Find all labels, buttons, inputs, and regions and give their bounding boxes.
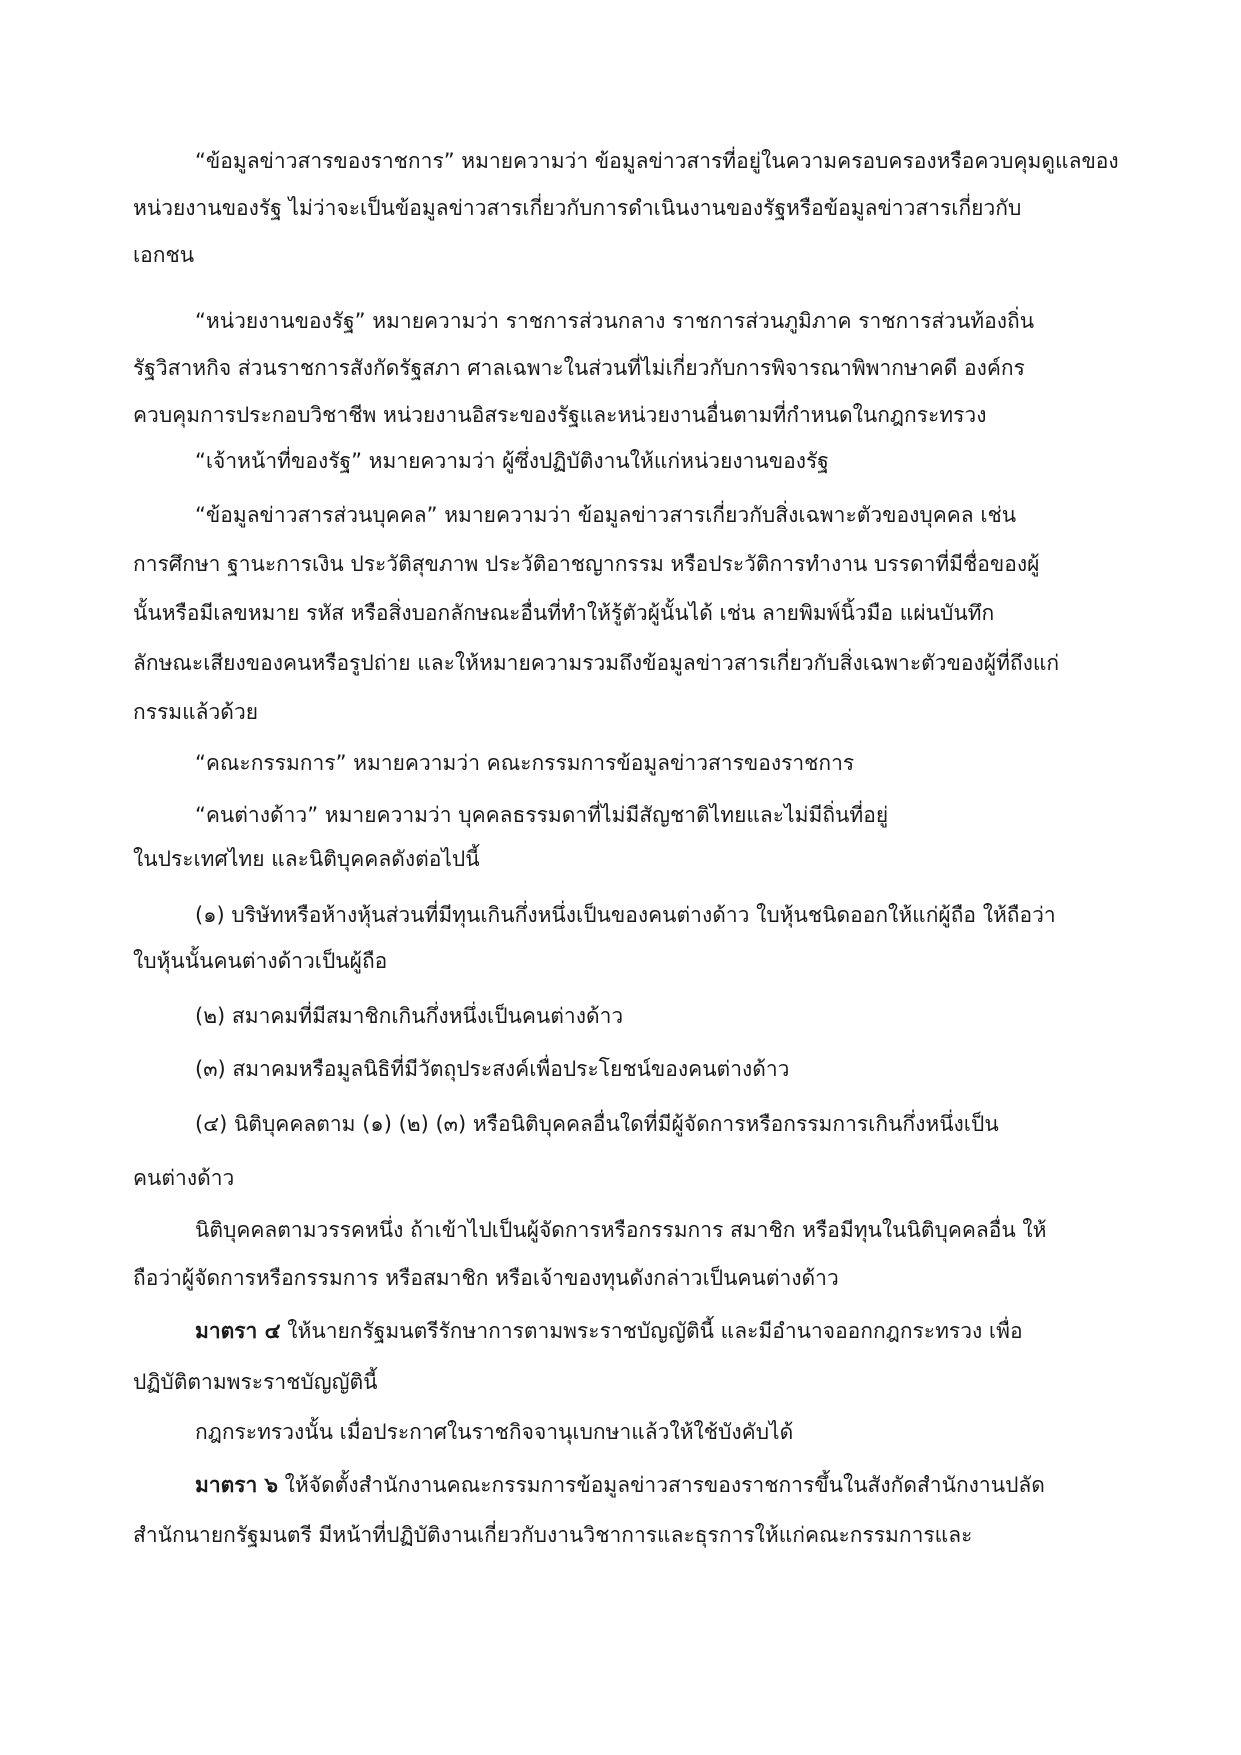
paragraph-line: นั้นหรือมีเลขหมาย รหัส หรือสิ่งบอกลักษณะอื่นที่ทำให้รู้ตัวผู้นั้นได้ เช่น ลายพิมพ์นิ้วมือ แผ่นบันทึก [133,601,995,625]
paragraph-line: “คณะกรรมการ” หมายความว่า คณะกรรมการข้อมูลข่าวสารของราชการ [195,751,855,775]
paragraph-line: หน่วยงานของรัฐ ไม่ว่าจะเป็นข้อมูลข่าวสารเกี่ยวกับการดำเนินงานของรัฐหรือข้อมูลข่าวสารเกี่ยวกับ [133,196,1022,220]
paragraph-line: นิติบุคคลตามวรรคหนึ่ง ถ้าเข้าไปเป็นผู้จัดการหรือกรรมการ สมาชิก หรือมีทุนในนิติบุคคลอื่น ให้ [195,1218,1047,1242]
section-line [195,1316,1023,1346]
list-item: (๒) สมาคมที่มีสมาชิกเกินกึ่งหนึ่งเป็นคนต่างด้าว [195,1004,624,1028]
paragraph-line: เอกชน [133,243,195,267]
list-item: (๔) นิติบุคคลตาม (๑) (๒) (๓) หรือนิติบุคคลอื่นใดที่มีผู้จัดการหรือกรรมการเกินกึ่งหนึ่งเป็น [195,1112,999,1136]
paragraph-line: ลักษณะเสียงของคนหรือรูปถ่าย และให้หมายความรวมถึงข้อมูลข่าวสารเกี่ยวกับสิ่งเฉพาะตัวของผู้ที่ถึงแก่ [133,651,1060,675]
paragraph-line: “ข้อมูลข่าวสารส่วนบุคคล” หมายความว่า ข้อมูลข่าวสารเกี่ยวกับสิ่งเฉพาะตัวของบุคคล เช่น [195,503,1017,527]
paragraph-line: ปฏิบัติตามพระราชบัญญัตินี้ [133,1370,378,1394]
paragraph-line: สำนักนายกรัฐมนตรี มีหน้าที่ปฏิบัติงานเกี่ยวกับงานวิชาการและธุรการให้แก่คณะกรรมการและ [133,1523,973,1547]
section-text: ให้จัดตั้งสำนักงานคณะกรรมการข้อมูลข่าวสารของราชการขึ้นในสังกัดสำนักงานปลัด [278,1473,1045,1497]
paragraph-line: “คนต่างด้าว” หมายความว่า บุคคลธรรมดาที่ไม่มีสัญชาติไทยและไม่มีถิ่นที่อยู่ [195,803,889,827]
paragraph-line: “เจ้าหน้าที่ของรัฐ” หมายความว่า ผู้ซึ่งปฏิบัติงานให้แก่หน่วยงานของรัฐ [195,449,829,473]
section-heading: มาตรา ๖ [195,1473,278,1497]
paragraph-line: รัฐวิสาหกิจ ส่วนราชการสังกัดรัฐสภา ศาลเฉพาะในส่วนที่ไม่เกี่ยวกับการพิจารณาพิพากษาคดี องค์กร [133,356,1025,380]
paragraph-line: กรรมแล้วด้วย [133,700,259,724]
paragraph-line: การศึกษา ฐานะการเงิน ประวัติสุขภาพ ประวัติอาชญากรรม หรือประวัติการทำงาน บรรดาที่มีชื่อของผู้ [133,552,1040,576]
paragraph-line: ควบคุมการประกอบวิชาชีพ หน่วยงานอิสระของรัฐและหน่วยงานอื่นตามที่กำหนดในกฎกระทรวง [133,403,987,427]
paragraph-line: ในประเทศไทย และนิติบุคคลดังต่อไปนี้ [133,847,480,871]
paragraph-line: “ข้อมูลข่าวสารของราชการ” หมายความว่า ข้อมูลข่าวสารที่อยู่ในความครอบครองหรือควบคุมดูแลของ [195,149,1119,173]
paragraph-line: ถือว่าผู้จัดการหรือกรรมการ หรือสมาชิก หรือเจ้าของทุนดังกล่าวเป็นคนต่างด้าว [133,1266,839,1290]
list-item: (๑) บริษัทหรือห้างหุ้นส่วนที่มีทุนเกินกึ่งหนึ่งเป็นของคนต่างด้าว ใบหุ้นชนิดออกให้แก่ผู้ถือ ให้ถือว่า [195,903,1056,927]
list-item: (๓) สมาคมหรือมูลนิธิที่มีวัตถุประสงค์เพื่อประโยชน์ของคนต่างด้าว [195,1057,790,1081]
paragraph-line: ใบหุ้นนั้นคนต่างด้าวเป็นผู้ถือ [133,949,388,973]
paragraph-line: กฎกระทรวงนั้น เมื่อประกาศในราชกิจจานุเบกษาแล้วให้ใช้บังคับได้ [195,1420,794,1444]
paragraph-line: คนต่างด้าว [133,1166,235,1190]
section-line [195,1470,1045,1500]
paragraph-line: “หน่วยงานของรัฐ” หมายความว่า ราชการส่วนกลาง ราชการส่วนภูมิภาค ราชการส่วนท้องถิ่น [195,309,1035,333]
section-heading: มาตรา ๔ [195,1319,281,1343]
section-text: ให้นายกรัฐมนตรีรักษาการตามพระราชบัญญัตินี้ และมีอำนาจออกกฎกระทรวง เพื่อ [280,1319,1023,1343]
